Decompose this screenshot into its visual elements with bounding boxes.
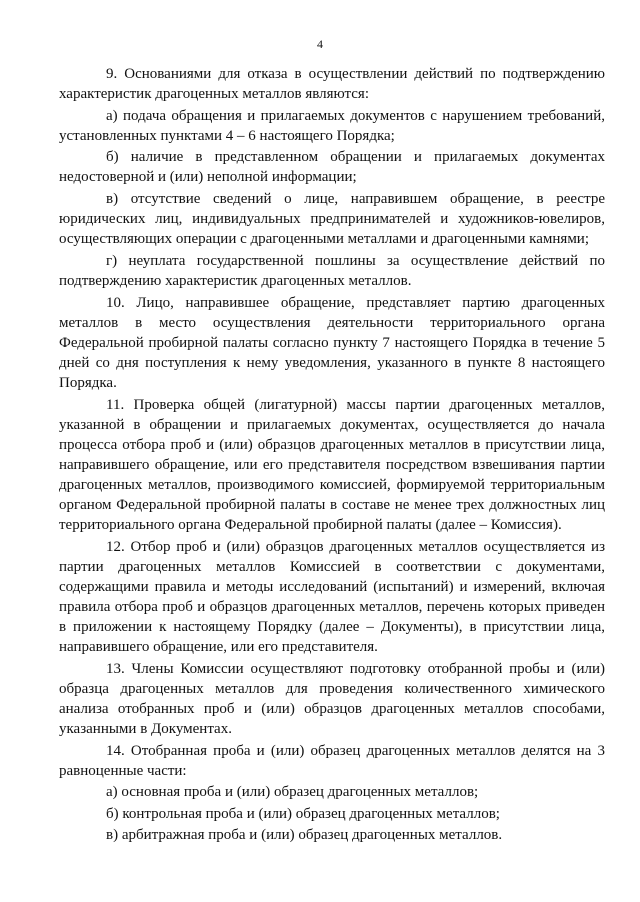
paragraph-14: 14. Отобранная проба и (или) образец драгоценных металлов делятся на 3 равноценные части: bbox=[59, 742, 605, 779]
paragraph-11: 11. Проверка общей (лигатурной) массы партии драгоценных металлов, указанной в обращении и прилагаемых документах, осуществляется до начала процесса отбора проб и (или) образцов драгоценных металлов в присутствии лица, направившего обращение, или его представителя посредством взвешивания партии драгоценных металлов, производимого комиссией, формируемой территориальным органом Федеральной пробирной палаты в составе не менее трех должностных лиц территориального органа Федеральной пробирной палаты (далее – Комиссия). bbox=[59, 396, 605, 534]
paragraph-10: 10. Лицо, направившее обращение, представляет партию драгоценных металлов в место осуществления деятельности территориального органа Федеральной пробирной палаты согласно пункту 7 настоящего Порядка в течение 5 дней со дня поступления к нему уведомления, указанного в пункте 8 настоящего Порядка. bbox=[59, 294, 605, 391]
paragraph-14a: а) основная проба и (или) образец драгоценных металлов; bbox=[106, 784, 479, 801]
paragraph-14b: б) контрольная проба и (или) образец драгоценных металлов; bbox=[106, 805, 500, 822]
paragraph-12: 12. Отбор проб и (или) образцов драгоценных металлов осуществляется из партии драгоценных металлов Комиссией в соответствии с документами, содержащими правила и методы исследований (испытаний) и измерений, включая правила отбора проб и образцов драгоценных металлов, перечень которых приведен в приложении к настоящему Порядку (далее – Документы), в присутствии лица, направившего обращение, или его представителя. bbox=[59, 538, 605, 656]
paragraph-9g: г) неуплата государственной пошлины за осуществление действий по подтверждению характеристик драгоценных металлов. bbox=[59, 252, 605, 289]
paragraph-9b: б) наличие в представленном обращении и прилагаемых документах недостоверной и (или) неполной информации; bbox=[59, 149, 605, 186]
document-body bbox=[59, 64, 605, 847]
paragraph-13: 13. Члены Комиссии осуществляют подготовку отобранной пробы и (или) образца драгоценных металлов для проведения количественного химического анализа отобранных проб и (или) образцов драгоценных металлов способами, указанными в Документах. bbox=[59, 660, 605, 737]
page-number: 4 bbox=[317, 37, 323, 51]
paragraph-9a: а) подача обращения и прилагаемых документов с нарушением требований, установленных пунктами 4 – 6 настоящего Порядка; bbox=[59, 107, 605, 144]
paragraph-9: 9. Основаниями для отказа в осуществлении действий по подтверждению характеристик драгоценных металлов являются: bbox=[59, 66, 605, 103]
paragraph-14v: в) арбитражная проба и (или) образец драгоценных металлов. bbox=[106, 827, 503, 844]
paragraph-9v: в) отсутствие сведений о лице, направившем обращение, в реестре юридических лиц, индивидуальных предпринимателей и художников-ювелиров, осуществляющих операции с драгоценными металлами и драгоценными камнями; bbox=[59, 191, 605, 248]
